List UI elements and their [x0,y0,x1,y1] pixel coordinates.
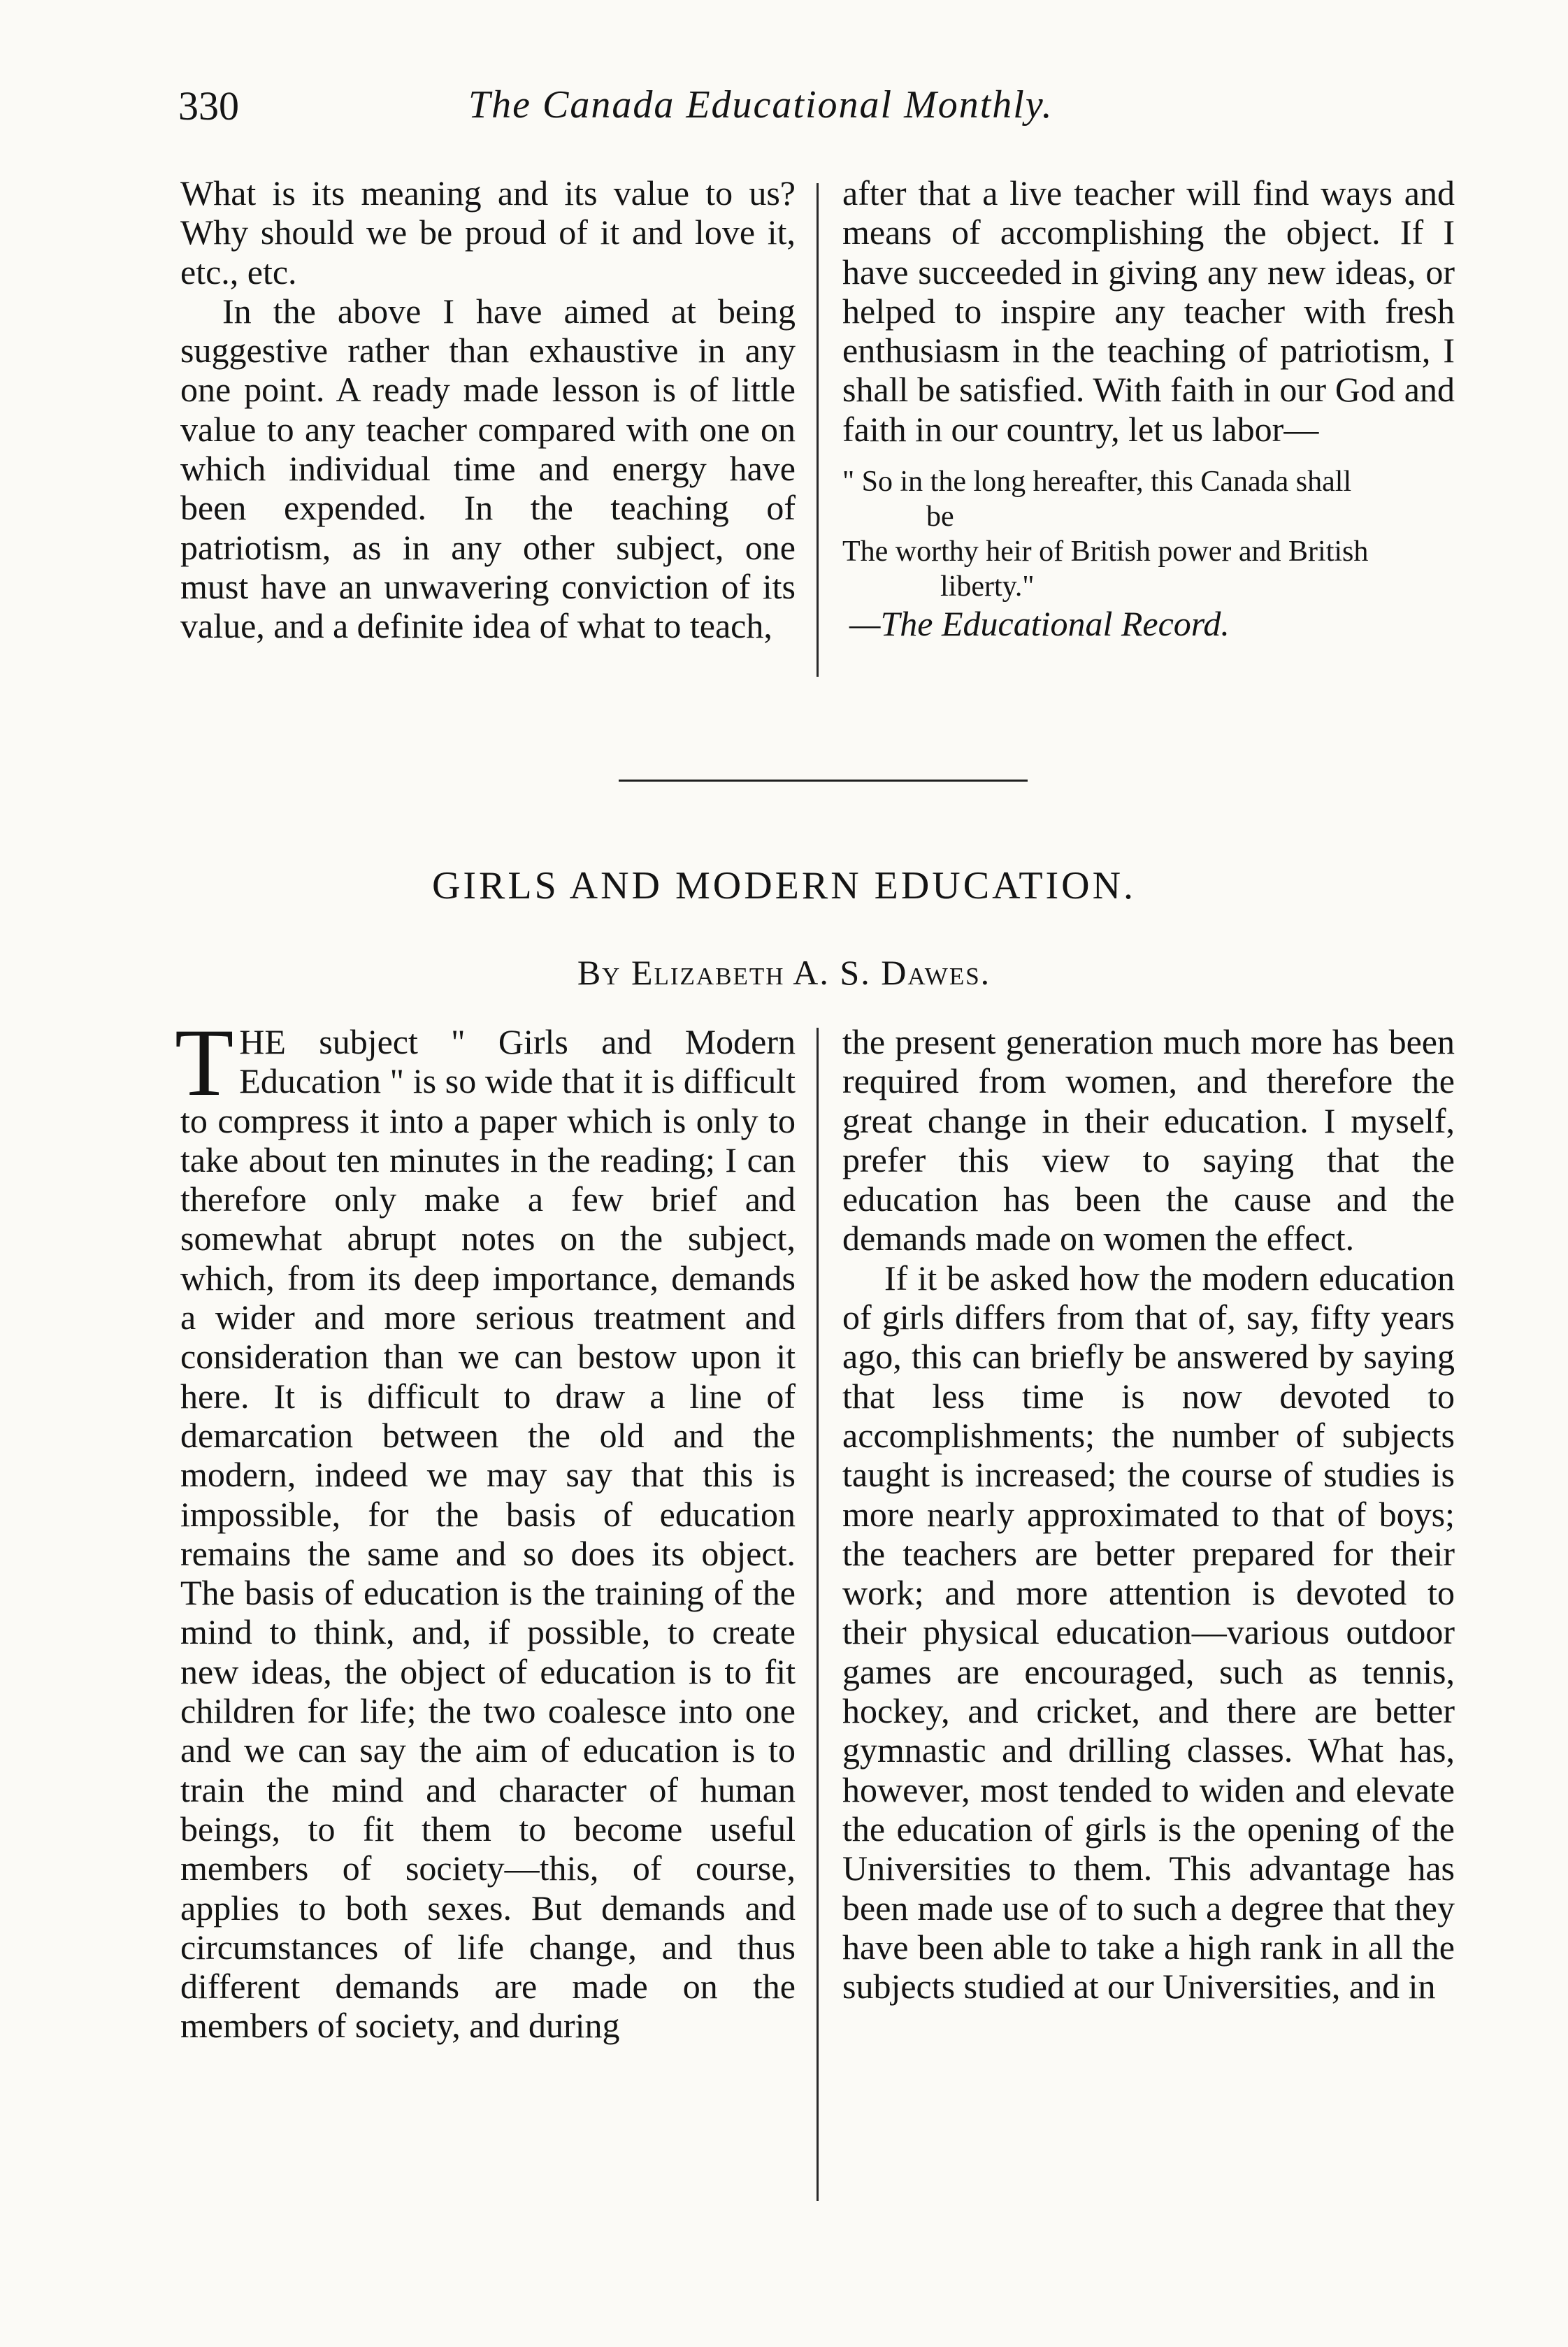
paragraph: What is its meaning and its value to us? Why should we be proud of it and love it, etc., etc. [180,173,796,292]
article-title: GIRLS AND MODERN EDUCATION. [431,864,1137,907]
bottom-left-column [175,1009,796,2046]
column-rule [817,1028,819,2201]
column-rule [817,183,819,677]
poem-quote [842,464,1455,604]
section-divider [619,780,1028,782]
byline-text: By Elizabeth A. S. Dawes. [577,953,991,992]
paragraph: If it be asked how the modern education of girls differs from that of, say, fifty years ago, this can briefly be answered by saying that less time is now devoted to accomplishments; the number of subjects taught is increased; the course of studies is more nearly approximated to that of boys; the teachers are better prepared for their work; and more attention is devoted to their physical education—various outdoor games are encouraged, such as tennis, hockey, and cricket, and there are better gymnastic and drilling classes. What has, however, most tended to widen and elevate the education of girls is the opening of the Universities to them. This advantage has been made use of to such a degree that they have been able to take a high rank in all the subjects studied at our Universities, and in [842,1258,1455,2007]
top-right-column [842,173,1455,643]
running-title: The Canada Educational Monthly. [468,83,1053,127]
paragraph-text: HE subject " Girls and Modern Education " is so wide that it is difficult to compress it into a paper which is only to take about ten minutes in the reading; I can therefore only make a few brief and somewhat abrupt notes on the subject, which, from its deep importance, demands a wider and more serious treatment and consideration than we can bestow upon it here. It is difficult to draw a line of demarcation between the old and the modern, indeed we may say that this is impossible, for the basis of education remains the same and so does its object. The basis of education is the training of the mind to think, and, if possible, to create new ideas, the object of education is to fit children for life; the two coalesce into one and we can say the aim of education is to train the mind and character of human beings, to fit them to become useful members of society—this, of course, applies to both sexes. But demands and circumstances of life change, and thus different demands are made on the members of society, and during [180,1022,796,2046]
poem-line: The worthy heir of British power and British [842,536,1369,568]
paragraph [175,1009,796,2046]
poem-line: liberty." [940,570,1035,603]
paragraph: In the above I have aimed at being suggestive rather than exhaustive in any one point. A ready made lesson is of little value to any teacher compared with one on which individual time and energy have been expended. In the teaching of patriotism, as in any other subject, one must have an unwavering conviction of its value, and a definite idea of what to teach, [180,291,796,646]
page-header [178,82,1150,138]
page-number: 330 [178,83,239,129]
poem-line: be [926,501,954,533]
byline [0,952,1568,993]
bottom-right-column [842,1022,1455,2006]
paragraph: the present generation much more has been required from women, and therefore the great change in their education. I myself, prefer this view to saying that the education has been the cause and the demands made on women the effect. [842,1022,1455,1258]
poem-line: " So in the long hereafter, this Canada shall [842,466,1352,498]
paragraph: after that a live teacher will find ways and means of accomplishing the object. If I have succeeded in giving any new ideas, or helped to inspire any teacher with fresh enthusiasm in the teaching of patriotism, I shall be satisfied. With faith in our God and faith in our country, let us labor— [842,173,1455,449]
top-left-column [180,173,796,646]
quote-credit: —The Educational Record. [849,604,1230,644]
drop-cap: T [175,1009,234,1116]
